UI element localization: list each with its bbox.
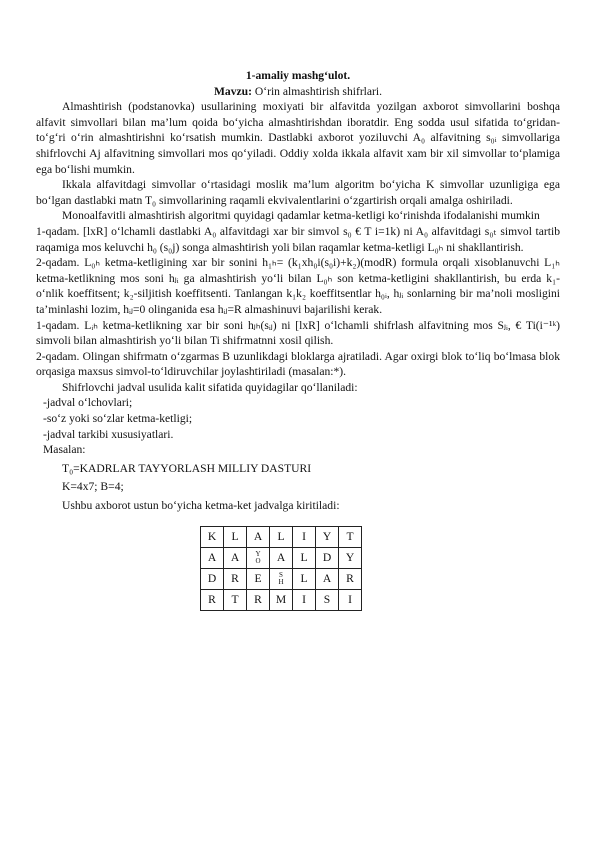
table-cell: I bbox=[293, 526, 316, 547]
table-cell: A bbox=[247, 526, 270, 547]
step-2a: 2-qadam. L₀ₕ ketma-ketligining xar bir sonini h₁ₕ= (k₁xh₀i(s₀i)+k₂)(modR) formula orqali xisoblanuvchi L₁ₕ ketma-ketlikning mos soni hⱼᵢ ga almashtirish yo‘li bilan L₀ₕ son ketma-ketligini shakllantirish, bu erda k₁- o‘nlik koeffitsent; k₂-siljitish koeffitsenti. Tanlangan k₁k₂ koeffitsentlar h₀ᵢ, hⱼᵢ sonlarning bir ma’noli mosligini ta’minlashi lozim, hᵢⱼ=0 olinganida esa hᵢⱼ=R almashinuvi bajarilishi kerak. bbox=[36, 256, 560, 316]
table-cell bbox=[270, 568, 293, 589]
table-cell bbox=[247, 547, 270, 568]
stacked-letters: S H bbox=[278, 570, 284, 586]
table-cell: T bbox=[224, 589, 247, 610]
table-cell: K bbox=[201, 526, 224, 547]
title: 1-amaliy mashg‘ulot. bbox=[245, 69, 351, 82]
table-cell: R bbox=[201, 589, 224, 610]
example-note: Ushbu axborot ustun bo‘yicha ketma-ket jadvalga kiritiladi: bbox=[62, 499, 340, 513]
table-row bbox=[201, 547, 362, 568]
table-cell: Y bbox=[316, 526, 339, 547]
table-row bbox=[201, 568, 362, 589]
step-1b: 1-qadam. Lᵢₕ ketma-ketlikning xar bir soni hⱼₕ(sᵢⱼ) ni [lxR] o‘lchamli shifrlash alfavitning mos Sⱼᵢ, € Ti(i⁻¹ᵏ) simvoli bilan almashtirish yo‘li bilan Ti shifrmatnni xosil qilish. bbox=[36, 318, 560, 348]
table-cell: I bbox=[293, 589, 316, 610]
paragraph-2: Ikkala alfavitdagi simvollar o‘rtasidagi moslik ma’lum algoritm bo‘yicha K simvollar uzunligiga ega bo‘lgan dastlabki matn T₀ simvollarining raqamli ekvivalentlarini o‘zgartirish orqali amalga oshiriladi. bbox=[36, 178, 560, 207]
document-page bbox=[36, 68, 560, 611]
table-cell: L bbox=[293, 547, 316, 568]
table-cell: Y bbox=[339, 547, 362, 568]
list-item: -jadval o‘lchovlari; bbox=[43, 396, 133, 410]
subject-label: Mavzu: bbox=[213, 84, 252, 98]
table-cell: L bbox=[270, 526, 293, 547]
step-1a: 1-qadam. [lxR] o‘lchamli dastlabki A₀ alfavitdagi xar bir simvol s₀ € T i=1k) ni A₀ alfavitdagi s₀ₜ simvol tartib raqamiga mos keluvchi h₀ (s₀j) songa almashtirish yoli bilan raqamlar ketma-ketligi L₀ₕ ni shakllantirish. bbox=[36, 224, 560, 254]
example-label: Masalan: bbox=[43, 443, 86, 457]
table-cell: I bbox=[339, 589, 362, 610]
table-cell: R bbox=[339, 568, 362, 589]
subject-line bbox=[36, 84, 560, 100]
list-item: -jadval tarkibi xususiyatlari. bbox=[43, 427, 174, 441]
step-2b: 2-qadam. Olingan shifrmatn o‘zgarmas B uzunlikdagi bloklarga ajratiladi. Agar oxirgi blok to‘liq bo‘lmasa blok orqasiga maxsus simvol-to‘ldiruvchilar joylashtiriladi (masalan:*). bbox=[36, 349, 560, 379]
example-keys: K=4x7; B=4; bbox=[62, 480, 124, 494]
table-cell: T bbox=[339, 526, 362, 547]
paragraph-1: Almashtirish (podstanovka) usullarining moxiyati bir alfavitda yozilgan axborot simvollarini boshqa alfavit simvollari bilan ma’lum qoida bo‘yicha almashtirishdan iboratdir. Eng sodda usul sifatida to‘gridan-to‘g‘ri o‘rin almashtirishni ko‘rsatish mumkin. Dastlabki axborot yoziluvchi A₀ alfavitning s₀ᵢ simvollariga shifrlovchi Aj alfavitning simvollari mos qo‘yiladi. Oddiy xolda ikkala alfavit xam bir xil simvollar to‘plamiga ega bo‘lishi mumkin. bbox=[36, 100, 560, 176]
table-cell: A bbox=[316, 568, 339, 589]
table-row bbox=[201, 526, 362, 547]
table-cell: D bbox=[201, 568, 224, 589]
paragraph-keys: Shifrlovchi jadval usulida kalit sifatida quyidagilar qo‘llaniladi: bbox=[62, 380, 358, 394]
table-cell: A bbox=[224, 547, 247, 568]
cipher-table bbox=[200, 526, 362, 611]
table-cell: S bbox=[316, 589, 339, 610]
table-cell: E bbox=[247, 568, 270, 589]
table-cell: A bbox=[201, 547, 224, 568]
table-cell: M bbox=[270, 589, 293, 610]
subject-text: O‘rin almashtirish shifrlari. bbox=[251, 84, 383, 98]
table-cell: L bbox=[224, 526, 247, 547]
table-cell: R bbox=[224, 568, 247, 589]
table-cell: L bbox=[293, 568, 316, 589]
table-cell: R bbox=[247, 589, 270, 610]
paragraph-3: Monoalfavitli almashtirish algoritmi quyidagi qadamlar ketma-ketligi ko‘rinishda ifodalanishi mumkin bbox=[62, 209, 540, 223]
table-cell: D bbox=[316, 547, 339, 568]
list-item: -so‘z yoki so‘zlar ketma-ketligi; bbox=[43, 412, 193, 426]
table-cell: A bbox=[270, 547, 293, 568]
example-text: T₀=KADRLAR TAYYORLASH MILLIY DASTURI bbox=[62, 461, 312, 475]
stacked-letters: Y O bbox=[255, 549, 261, 565]
table-row bbox=[201, 589, 362, 610]
